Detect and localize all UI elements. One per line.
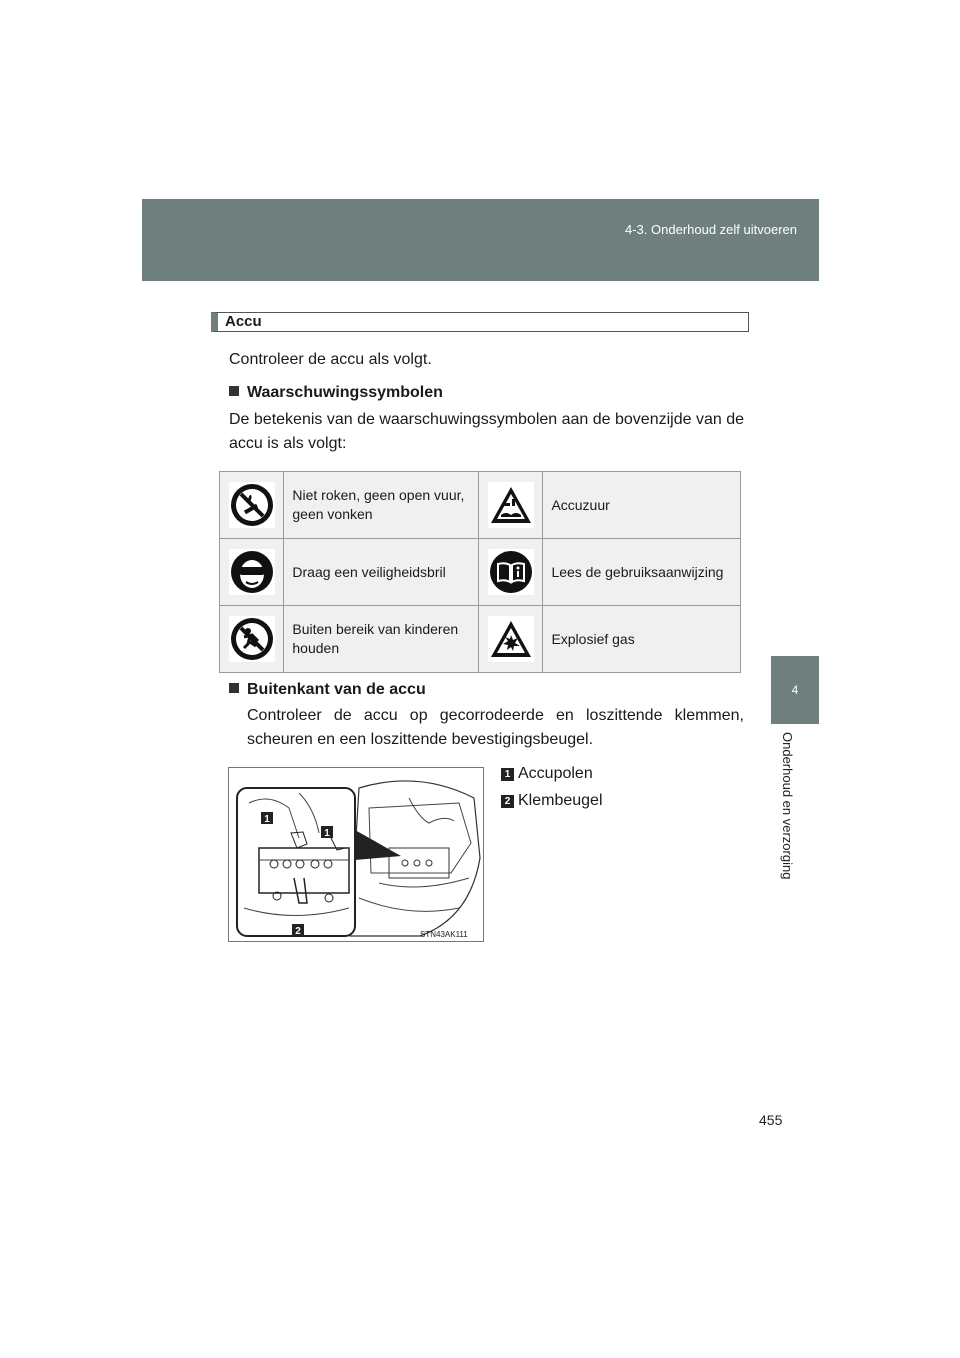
exterior-text: Controleer de accu op gecorrodeerde en loszittende klemmen, scheuren en een loszittende bevestigingsbeugel. xyxy=(247,707,744,748)
read-manual-icon xyxy=(488,549,534,595)
figure-code: STN43AK111 xyxy=(420,930,468,939)
chapter-tab-label: Onderhoud en verzorging xyxy=(780,732,795,880)
table-row xyxy=(220,606,741,673)
legend-item-2 xyxy=(501,792,603,810)
warnings-heading-label: Waarschuwingssymbolen xyxy=(247,384,443,401)
table-row xyxy=(220,539,741,606)
engine-bay-illustration xyxy=(229,768,483,941)
callout-2: 2 xyxy=(295,926,301,937)
section-heading: Accu xyxy=(211,312,749,332)
legend-label: Accupolen xyxy=(518,765,593,782)
table-row xyxy=(220,472,741,539)
keep-away-children-icon xyxy=(229,616,275,662)
safety-goggles-icon xyxy=(229,549,275,595)
legend-item-1 xyxy=(501,765,593,783)
symbol-label: Explosief gas xyxy=(543,606,741,673)
symbol-label: Draag een veiligheidsbril xyxy=(284,539,479,606)
battery-figure xyxy=(228,767,484,942)
legend-number: 1 xyxy=(501,768,514,781)
symbol-label: Buiten bereik van kinderen houden xyxy=(284,606,479,673)
intro-text: Controleer de accu als volgt. xyxy=(229,351,432,368)
no-smoking-icon xyxy=(229,482,275,528)
symbol-label: Niet roken, geen open vuur, geen vonken xyxy=(284,472,479,539)
battery-acid-icon xyxy=(488,482,534,528)
exterior-heading-label: Buitenkant van de accu xyxy=(247,681,426,698)
warnings-heading xyxy=(229,381,443,405)
exterior-heading xyxy=(229,678,426,702)
legend-number: 2 xyxy=(501,795,514,808)
symbol-label: Accuzuur xyxy=(543,472,741,539)
page-number: 455 xyxy=(759,1112,783,1128)
explosive-gas-icon xyxy=(488,616,534,662)
symbol-label: Lees de gebruiksaanwijzing xyxy=(543,539,741,606)
legend-label: Klembeugel xyxy=(518,792,603,809)
warnings-text: De betekenis van de waarschuwingssymbolen aan de bovenzijde van de accu is als volgt: xyxy=(229,411,744,452)
section-title-header: 4-3. Onderhoud zelf uitvoeren xyxy=(625,222,797,237)
warning-symbols-table xyxy=(219,471,741,673)
callout-1-right: 1 xyxy=(324,828,330,839)
callout-1-left: 1 xyxy=(264,814,270,825)
chapter-tab: 4 xyxy=(771,656,819,724)
bullet-icon xyxy=(229,386,239,396)
chapter-header xyxy=(142,199,819,281)
bullet-icon xyxy=(229,683,239,693)
